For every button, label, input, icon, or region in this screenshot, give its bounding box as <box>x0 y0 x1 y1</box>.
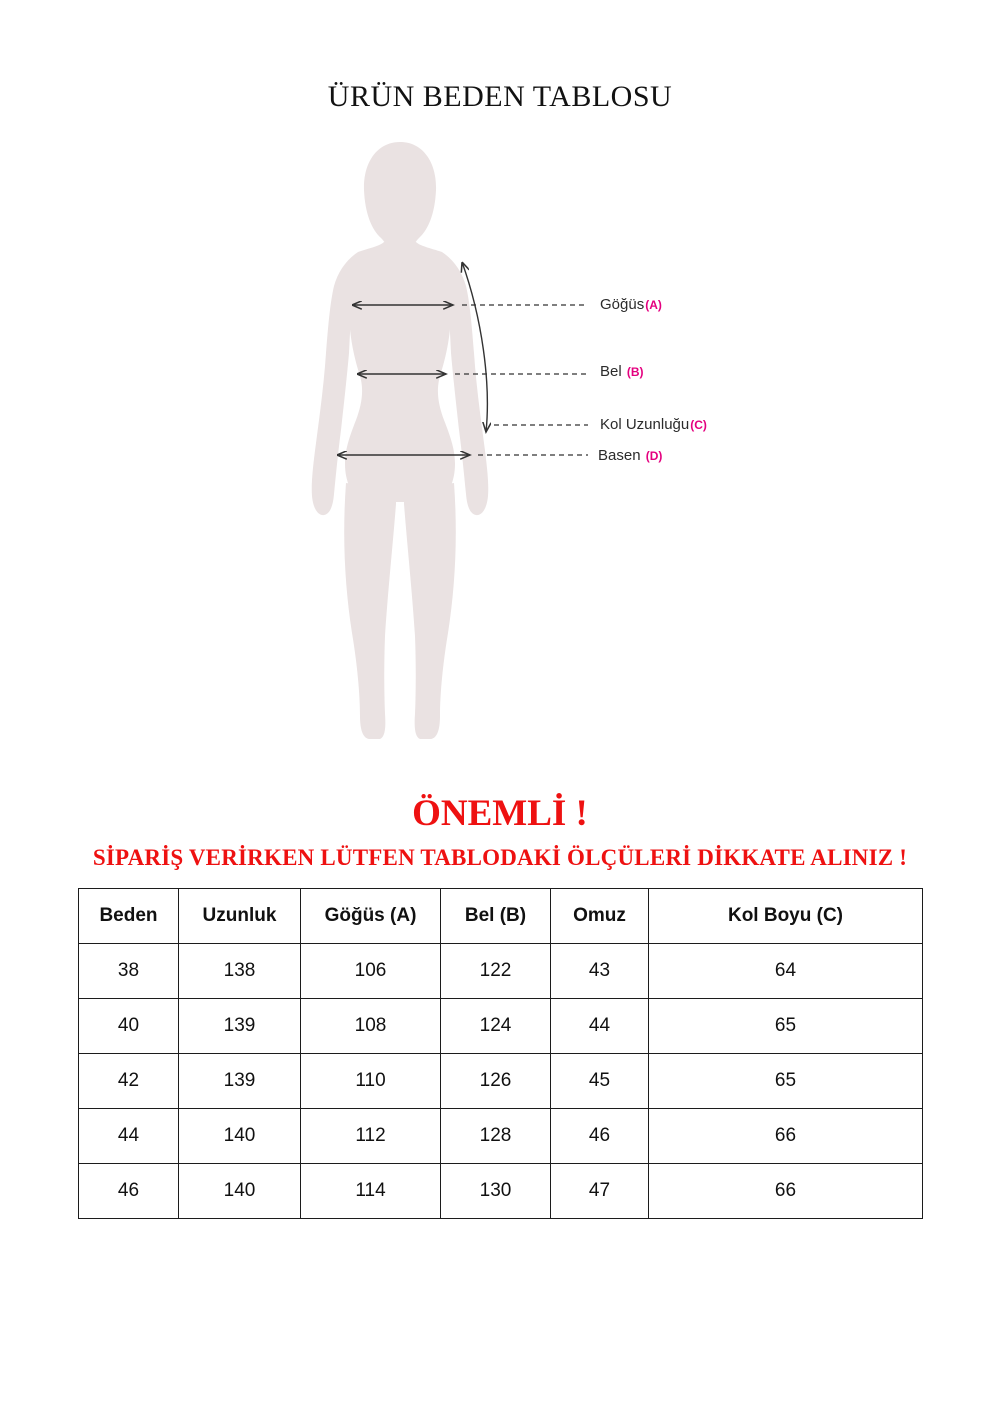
table-row <box>79 1109 923 1164</box>
table-cell: 40 <box>79 999 179 1054</box>
warning-text: SİPARİŞ VERİRKEN LÜTFEN TABLODAKİ ÖLÇÜLERİ DİKKATE ALINIZ ! <box>92 845 908 870</box>
measure-label-hip <box>598 447 662 465</box>
table-cell: 66 <box>649 1109 923 1164</box>
table-cell: 108 <box>301 999 441 1054</box>
table-cell: 138 <box>179 944 301 999</box>
table-row <box>79 1054 923 1109</box>
table-cell: 114 <box>301 1164 441 1219</box>
table-cell: 128 <box>441 1109 551 1164</box>
table-header-cell: Bel (B) <box>441 889 551 944</box>
table-cell: 140 <box>179 1164 301 1219</box>
measure-letter-d: (D) <box>645 449 663 463</box>
table-cell: 139 <box>179 999 301 1054</box>
table-cell: 42 <box>79 1054 179 1109</box>
important-heading: ÖNEMLİ ! <box>412 793 588 834</box>
measure-label-waist <box>600 363 644 381</box>
table-header-cell: Kol Boyu (C) <box>649 889 923 944</box>
table-header-cell: Uzunluk <box>179 889 301 944</box>
table-cell: 126 <box>441 1054 551 1109</box>
table-cell: 140 <box>179 1109 301 1164</box>
table-cell: 44 <box>79 1109 179 1164</box>
table-cell: 110 <box>301 1054 441 1109</box>
measure-letter-a: (A) <box>645 298 662 312</box>
table-cell: 46 <box>551 1109 649 1164</box>
table-header-cell: Omuz <box>551 889 649 944</box>
table-cell: 44 <box>551 999 649 1054</box>
table-cell: 66 <box>649 1164 923 1219</box>
table-cell: 65 <box>649 1054 923 1109</box>
size-table <box>78 888 923 1219</box>
table-header-cell: Beden <box>79 889 179 944</box>
table-header-row <box>79 889 923 944</box>
measure-letter-c: (C) <box>690 418 707 432</box>
measure-label-arm-length-text: Kol Uzunluğu <box>600 416 690 433</box>
measure-letter-b: (B) <box>626 365 644 379</box>
table-cell: 65 <box>649 999 923 1054</box>
table-cell: 122 <box>441 944 551 999</box>
table-cell: 38 <box>79 944 179 999</box>
table-cell: 45 <box>551 1054 649 1109</box>
table-row <box>79 1164 923 1219</box>
page-title: ÜRÜN BEDEN TABLOSU <box>327 80 673 113</box>
measure-label-hip-text: Basen <box>598 447 641 464</box>
table-cell: 124 <box>441 999 551 1054</box>
measure-label-waist-text: Bel <box>600 363 622 380</box>
table-cell: 46 <box>79 1164 179 1219</box>
table-cell: 112 <box>301 1109 441 1164</box>
table-cell: 47 <box>551 1164 649 1219</box>
table-header-cell: Göğüs (A) <box>301 889 441 944</box>
measure-label-arm-length <box>600 416 707 434</box>
table-cell: 139 <box>179 1054 301 1109</box>
table-row <box>79 944 923 999</box>
measurement-lines <box>280 138 600 758</box>
table-cell: 130 <box>441 1164 551 1219</box>
table-cell: 106 <box>301 944 441 999</box>
measure-label-chest-text: Göğüs <box>600 296 645 313</box>
table-row <box>79 999 923 1054</box>
table-cell: 43 <box>551 944 649 999</box>
measure-label-chest <box>600 296 662 314</box>
table-cell: 64 <box>649 944 923 999</box>
